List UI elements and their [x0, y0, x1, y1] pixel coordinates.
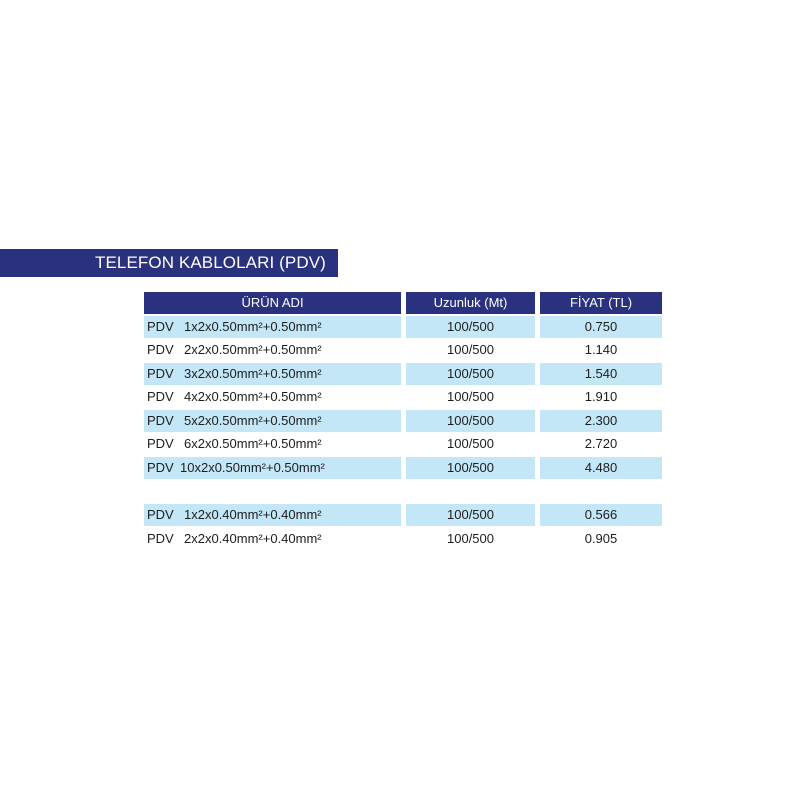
product-size: 1x2x0.40mm²+0.40mm²	[184, 507, 322, 522]
product-name-cell	[144, 316, 401, 338]
price-cell: 0.905	[584, 531, 618, 546]
table-row	[144, 504, 662, 526]
product-size: 4x2x0.50mm²+0.50mm²	[184, 389, 322, 404]
length-cell: 100/500	[447, 531, 494, 546]
table-row	[144, 386, 662, 408]
length-cell: 100/500	[406, 363, 535, 385]
product-name-cell	[144, 410, 401, 432]
price-cell: 1.910	[584, 389, 618, 404]
price-cell: 0.750	[540, 316, 662, 338]
table-row	[144, 339, 662, 361]
length-cell: 100/500	[406, 504, 535, 526]
product-size: 3x2x0.50mm²+0.50mm²	[184, 366, 322, 381]
column-header-length: Uzunluk (Mt)	[406, 292, 535, 314]
length-cell: 100/500	[447, 342, 494, 357]
product-size: 2x2x0.50mm²+0.50mm²	[184, 342, 322, 357]
product-name-cell	[144, 457, 401, 479]
length-cell: 100/500	[406, 410, 535, 432]
price-cell: 2.300	[540, 410, 662, 432]
table-row	[144, 433, 662, 455]
product-size: 1x2x0.50mm²+0.50mm²	[184, 319, 322, 334]
table-row	[144, 316, 662, 338]
product-name-cell	[144, 386, 401, 408]
length-cell: 100/500	[406, 457, 535, 479]
price-cell: 1.540	[540, 363, 662, 385]
length-cell: 100/500	[406, 316, 535, 338]
product-prefix: PDV	[147, 507, 174, 522]
product-name-cell	[144, 504, 401, 526]
product-size: 5x2x0.50mm²+0.50mm²	[184, 413, 322, 428]
product-name-cell	[144, 528, 401, 550]
price-cell: 2.720	[584, 436, 618, 451]
product-name-cell	[144, 433, 401, 455]
section-title: TELEFON KABLOLARI (PDV)	[95, 253, 326, 272]
product-prefix: PDV	[147, 319, 174, 334]
price-cell: 0.566	[540, 504, 662, 526]
product-prefix: PDV	[147, 342, 174, 357]
product-name-cell	[144, 363, 401, 385]
table-row	[144, 410, 662, 432]
product-name-cell	[144, 339, 401, 361]
table-row	[144, 457, 662, 479]
price-cell: 4.480	[540, 457, 662, 479]
product-prefix: PDV	[147, 436, 174, 451]
product-size: 2x2x0.40mm²+0.40mm²	[184, 531, 322, 546]
product-prefix: PDV	[147, 389, 174, 404]
product-size: 10x2x0.50mm²+0.50mm²	[180, 460, 325, 475]
table-row	[144, 528, 662, 550]
length-cell: 100/500	[447, 389, 494, 404]
product-size: 6x2x0.50mm²+0.50mm²	[184, 436, 322, 451]
length-cell: 100/500	[447, 436, 494, 451]
table-row	[144, 363, 662, 385]
section-title-banner	[0, 249, 338, 277]
price-cell: 1.140	[584, 342, 618, 357]
product-prefix: PDV	[147, 460, 174, 475]
column-header-product-name: ÜRÜN ADI	[144, 292, 401, 314]
product-prefix: PDV	[147, 366, 174, 381]
product-prefix: PDV	[147, 531, 174, 546]
column-header-price: FİYAT (TL)	[540, 292, 662, 314]
product-prefix: PDV	[147, 413, 174, 428]
